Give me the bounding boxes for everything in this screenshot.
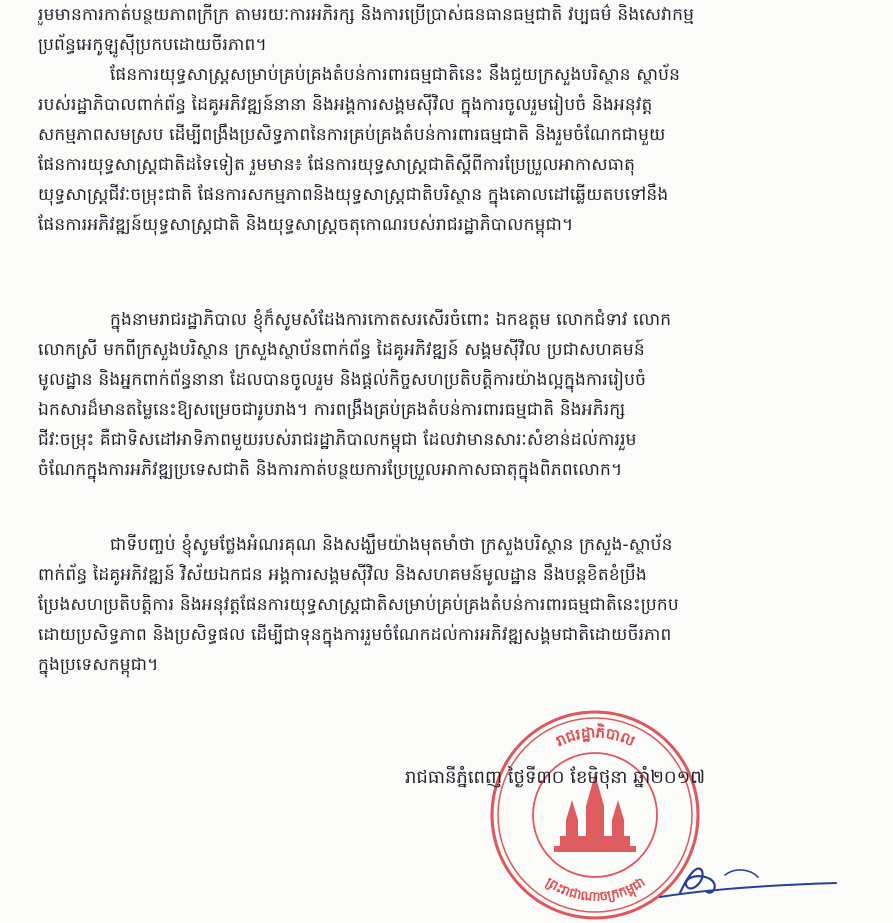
svg-text:រាជរដ្ឋាភិបាល bbox=[553, 722, 638, 750]
text-line: មូលដ្ឋាន និងអ្នកពាក់ព័ន្ធនានា ដែលបានចូលរួម និងផ្តល់កិច្ចសហប្រតិបត្តិការយ៉ាងល្អក្នុងការរៀបចំ bbox=[38, 370, 647, 390]
paragraph-conclusion bbox=[38, 530, 868, 680]
text-line: ចំណែកក្នុងការអភិវឌ្ឍប្រទេសជាតិ និងការកាត់បន្ថយការប្រែប្រួលអាកាសធាតុក្នុងពិភពលោក។ bbox=[38, 460, 623, 480]
text-line: ផែនការអភិវឌ្ឍន៍យុទ្ធសាស្ត្រជាតិ និងយុទ្ធសាស្ត្រចតុកោណរបស់រាជរដ្ឋាភិបាលកម្ពុជា។ bbox=[38, 215, 574, 235]
text-line: សកម្មភាពសមស្រប ដើម្បីពង្រឹងប្រសិទ្ធភាពនៃការគ្រប់គ្រងតំបន់ការពារធម្មជាតិ និងរួមចំណែកជាមួយ bbox=[38, 125, 666, 145]
text-line: ក្នុងប្រទេសកម្ពុជា។ bbox=[38, 655, 159, 675]
seal-top-text: រាជរដ្ឋាភិបាល bbox=[552, 723, 638, 751]
text-line: យុទ្ធសាស្ត្រជីវៈចម្រុះជាតិ ផែនការសកម្មភាពនិងយុទ្ធសាស្ត្រជាតិបរិស្ថាន ក្នុងគោលដៅឆ្លើយតបទៅនឹង bbox=[38, 185, 669, 205]
text-line: ប្រព័ន្ធអេកូឡូស៊ីប្រកបដោយចីរភាព។ bbox=[38, 35, 267, 55]
text-line: ដោយប្រសិទ្ធភាព និងប្រសិទ្ធផល ដើម្បីជាទុនក្នុងការរួមចំណែកដល់ការអភិវឌ្ឍសង្គមជាតិដោយចីរភាព bbox=[38, 625, 672, 645]
text-line: ក្នុងនាមរាជរដ្ឋាភិបាល ខ្ញុំក៏សូមសំដែងការកោតសរសើរចំពោះ ឯកឧត្តម លោកជំទាវ លោក bbox=[110, 310, 672, 330]
text-line: លោកស្រី មកពីក្រសួងបរិស្ថាន ក្រសួងស្ថាប័នពាក់ព័ន្ធ ដៃគូអភិវឌ្ឍន៍ សង្គមស៊ីវិល ប្រជាសហគមន៍ bbox=[38, 340, 645, 360]
text-line: រួមមានការកាត់បន្ថយភាពក្រីក្រ តាមរយៈការអភិរក្ស និងការប្រើប្រាស់ធនធានធម្មជាតិ វប្បធម៌ និងសេវាកម្ម bbox=[38, 5, 695, 25]
text-line: ពាក់ព័ន្ធ ដៃគូអភិវឌ្ឍន៍ វិស័យឯកជន អង្គការសង្គមស៊ីវិល និងសហគមន៍មូលដ្ឋាន នឹងបន្តខិតខំប្រឹង bbox=[38, 565, 647, 585]
paragraph-intro-continuation bbox=[38, 0, 868, 60]
text-line: ជីវៈចម្រុះ គឺជាទិសដៅអាទិភាពមួយរបស់រាជរដ្ឋាភិបាលកម្ពុជា ដែលវាមានសារៈសំខាន់ដល់ការរួម bbox=[38, 430, 637, 450]
text-line: របស់រដ្ឋាភិបាលពាក់ព័ន្ធ ដៃគូអភិវឌ្ឍន៍នានា និងអង្គការសង្គមស៊ីវិល ក្នុងការចូលរួមរៀបចំ និងអនុវត្ត bbox=[38, 95, 653, 115]
text-line: ជាទីបញ្ចប់ ខ្ញុំសូមថ្លែងអំណរគុណ និងសង្ឃឹមយ៉ាងមុតមាំថា ក្រសួងបរិស្ថាន ក្រសួង-ស្ថាប័ន bbox=[110, 535, 673, 555]
paragraph-acknowledgement bbox=[38, 305, 868, 485]
paragraph-strategic-plan bbox=[38, 60, 868, 240]
text-line: ផែនការយុទ្ធសាស្ត្រសម្រាប់គ្រប់គ្រងតំបន់ការពារធម្មជាតិនេះ នឹងជួយក្រសួងបរិស្ថាន ស្ថាប័ន bbox=[110, 65, 681, 85]
svg-text:ព្រះរាជាណាចក្រកម្ពុជា bbox=[543, 875, 648, 905]
signature bbox=[640, 845, 840, 900]
seal-bottom-text: ព្រះរាជាណាចក្រកម្ពុជា bbox=[542, 874, 649, 905]
text-line: ប្រែងសហប្រតិបត្តិការ និងអនុវត្តផែនការយុទ្ធសាស្ត្រជាតិសម្រាប់គ្រប់គ្រងតំបន់ការពារធម្មជាតិនេះប្រកប bbox=[38, 595, 679, 615]
date-place-line: រាជធានីភ្នំពេញ ថ្ងៃទី៣០ ខែមិថុនា ឆ្នាំ២០១៧ bbox=[405, 767, 705, 788]
text-line: ឯកសារដ៏មានតម្លៃនេះឱ្យសម្រេចជារូបរាង។ ការពង្រឹងគ្រប់គ្រងតំបន់ការពារធម្មជាតិ និងអភិរក្ស bbox=[38, 400, 626, 420]
text-line: ផែនការយុទ្ធសាស្ត្រជាតិដទៃទៀត រួមមាន៖ ផែនការយុទ្ធសាស្ត្រជាតិស្តីពីការប្រែប្រួលអាកាសធាតុ bbox=[38, 155, 636, 175]
